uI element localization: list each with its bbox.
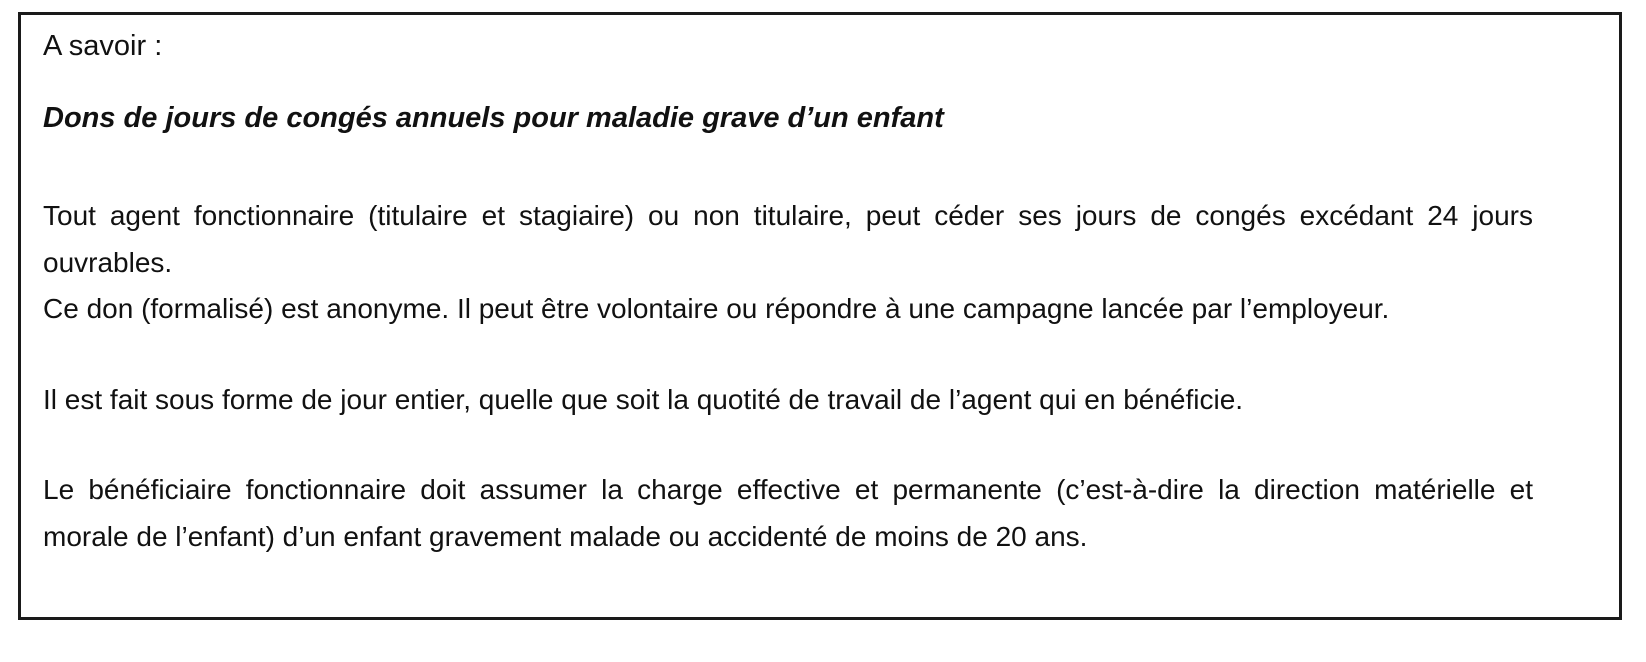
paragraph-beneficiary: Le bénéficiaire fonctionnaire doit assumer la charge effective et permanente (c’est-à-dire la direction matérielle et morale de l’enfant) d’un enfant gravement malade ou accidenté de moins de 20 ans. xyxy=(43,474,1533,552)
info-title: Dons de jours de congés annuels pour maladie grave d’un enfant xyxy=(43,102,944,134)
paragraph-eligibility: Tout agent fonctionnaire (titulaire et stagiaire) ou non titulaire, peut céder ses jours de congés excédant 24 jours ouvrables. xyxy=(43,200,1533,278)
info-label: A savoir : xyxy=(43,30,163,62)
paragraph-full-day: Il est fait sous forme de jour entier, quelle que soit la quotité de travail de l’agent qui en bénéficie. xyxy=(43,384,1244,415)
paragraph-anonymity: Ce don (formalisé) est anonyme. Il peut être volontaire ou répondre à une campagne lancée par l’employeur. xyxy=(43,293,1390,324)
